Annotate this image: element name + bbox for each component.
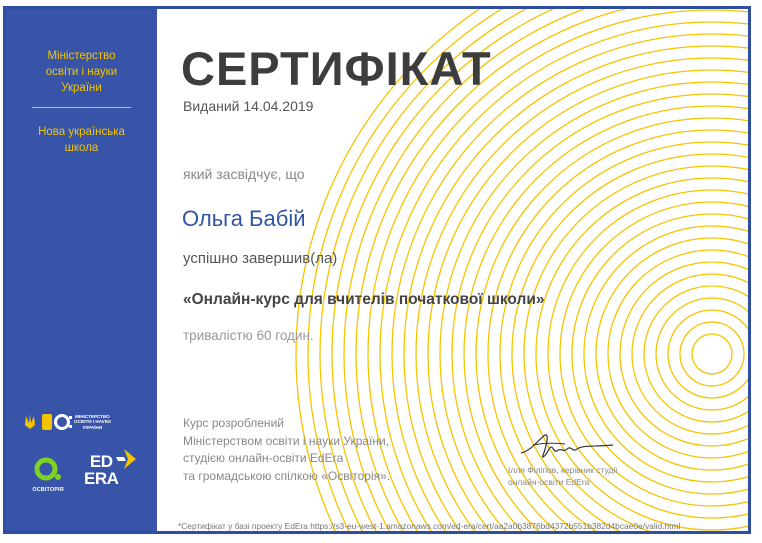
certificate-body <box>157 9 748 531</box>
decorative-arc <box>656 298 751 410</box>
decorative-arc <box>644 286 751 422</box>
decorative-arc <box>692 334 732 374</box>
osvitoria-label: ОСВІТОРІЯ <box>32 487 64 493</box>
issue-date: Виданий 14.04.2019 <box>183 98 314 114</box>
ministry-name: Міністерство освіти і науки України <box>45 50 118 94</box>
course-name: «Онлайн-курс для вчителів початкової школи» <box>183 291 545 308</box>
completed-text: успішно завершив(ла) <box>183 250 338 267</box>
signature-icon <box>519 431 615 463</box>
sidebar-divider <box>32 107 131 108</box>
certificate-title: СЕРТИФІКАТ <box>181 42 492 95</box>
osvitoria-logo <box>28 457 68 493</box>
sidebar <box>6 9 157 531</box>
decorative-arc <box>620 262 751 446</box>
edera-label: ED ERA <box>84 452 119 488</box>
edera-logo-icon <box>114 449 138 471</box>
confirms-text: який засвідчує, що <box>183 166 305 182</box>
school-name: Нова українська школа <box>38 126 125 154</box>
ministry-logo-row <box>24 410 111 434</box>
course-duration: тривалістю 60 годин. <box>183 328 314 343</box>
verification-footnote: *Сертифікат у базі проекту EdEra https://s3-eu-west-1.amazonaws.com/ed-era/cert/aa2a0b3876bd4372b551b382d4bcae0e/valid.html <box>178 521 681 531</box>
signer-caption: Ілля Філіпов, керівник студії онлайн-освіти EdEra <box>508 465 618 487</box>
trident-icon <box>24 414 36 430</box>
developed-by: Курс розроблений Міністерством освіти і науки України, студією онлайн-освіти EdEra та громадською спілкою «Освіторія». <box>183 416 391 483</box>
certificate-frame <box>3 6 751 534</box>
decorative-arc <box>596 238 751 470</box>
recipient-name: Ольга Бабій <box>182 206 306 231</box>
edera-logo <box>84 449 142 495</box>
ministry-logo-icon <box>42 414 72 430</box>
decorative-arc <box>680 322 744 386</box>
osvitoria-logo-icon <box>34 457 62 481</box>
ministry-small-label: МІНІСТЕРСТВО ОСВІТИ І НАУКИ УКРАЇНИ <box>74 413 111 430</box>
